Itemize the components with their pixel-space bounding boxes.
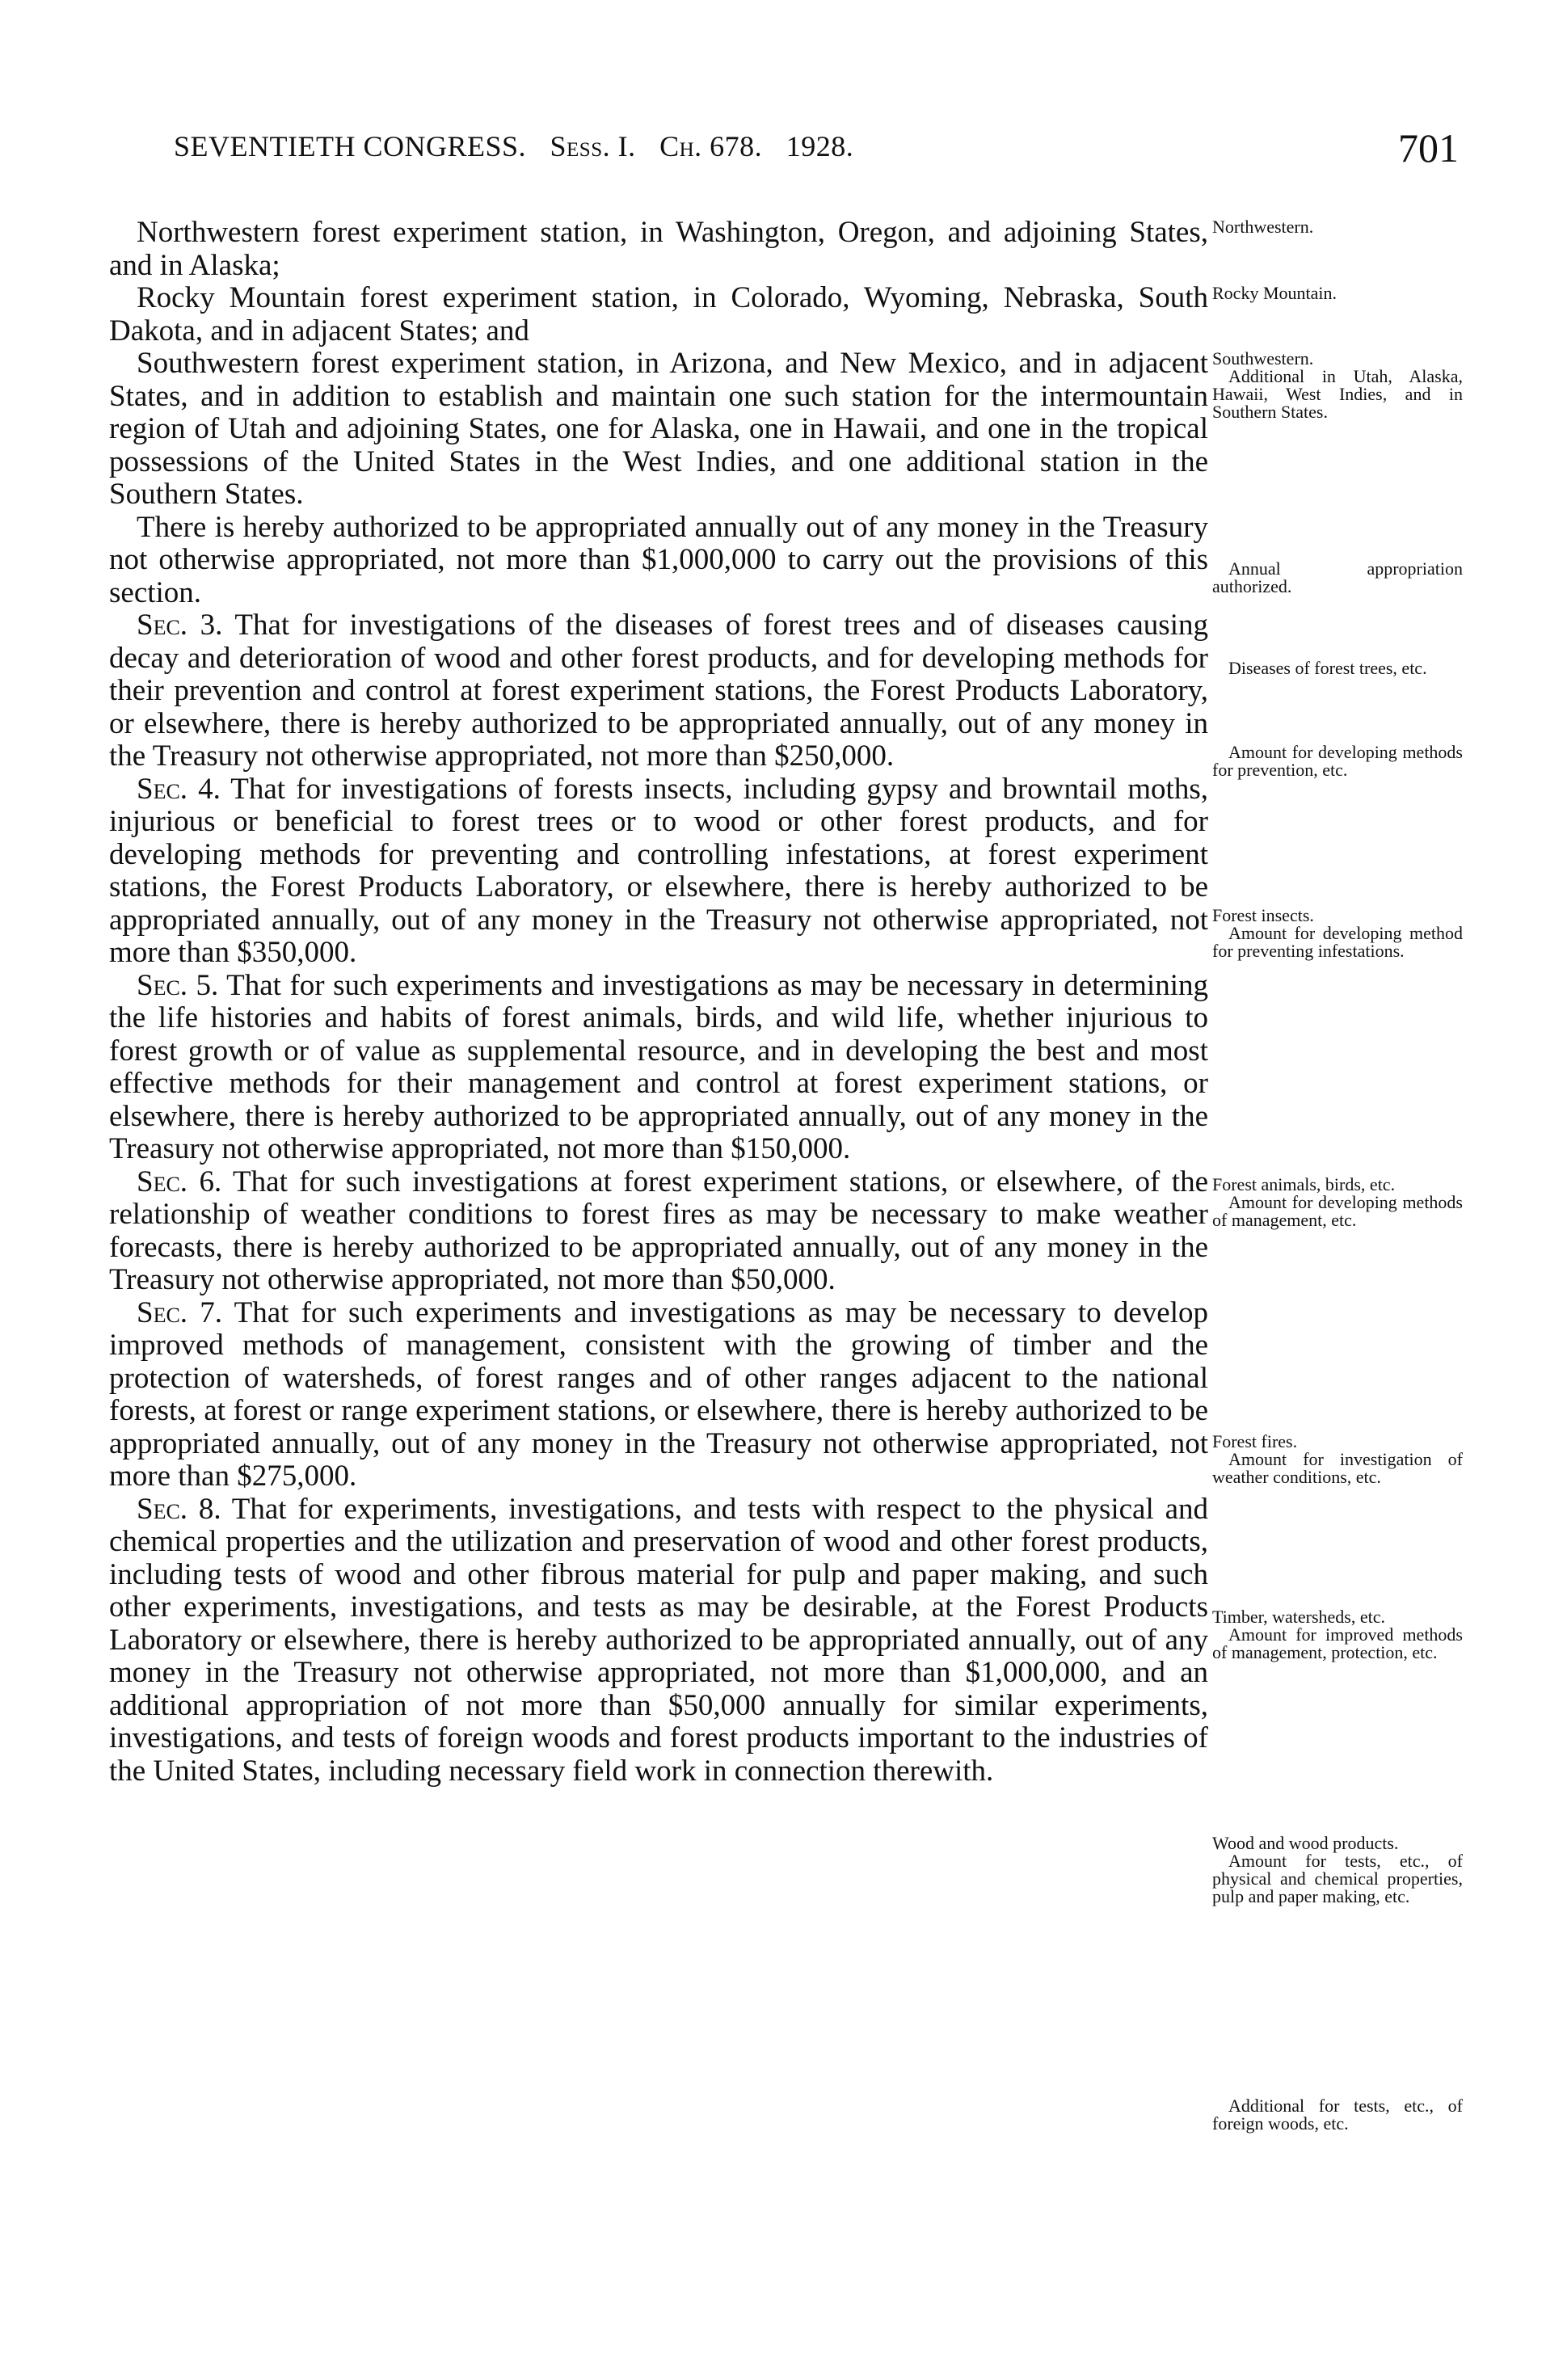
margin-note-head: Southwestern. xyxy=(1212,348,1314,369)
page-number: 701 xyxy=(1398,125,1459,171)
chapter-label: Ch. 678. xyxy=(659,130,763,162)
section-label: Sec. 8. xyxy=(137,1492,221,1526)
session-label: Sess. I. xyxy=(550,130,636,162)
paragraph-text: That for investigations of forests insects, including gypsy and browntail moths, injurious or beneficial to forest trees or to wood or other forest products, and for developing methods for preventing and controlling infestations, at forest experiment stations, the Forest Products Laboratory, or elsewhere, there is hereby authorized to be appropriated annually, out of any money in the Treasury not otherwise appropriated, not more than $350,000. xyxy=(109,772,1208,969)
section-label: Sec. 4. xyxy=(137,772,221,806)
paragraph-text: There is hereby authorized to be appropriated annually out of any money in the Treasury not otherwise appropriated, not more than $1,000,000 to carry out the provisions of this section. xyxy=(109,510,1208,609)
margin-note xyxy=(1212,1433,1463,1486)
paragraph-sec-8 xyxy=(109,1493,1208,1788)
paragraph-northwestern xyxy=(109,217,1208,282)
margin-note xyxy=(1212,907,1463,960)
paragraph-text: That for investigations of the diseases of forest trees and of diseases causing decay and deterioration of wood and other forest products, and for developing methods for their prevention and control at forest experiment stations, the Forest Products Laboratory, or elsewhere, there is hereby authorized to be appropriated annually, out of any money in the Treasury not otherwise appropriated, not more than $250,000. xyxy=(109,609,1208,773)
margin-note-sub: Additional in Utah, Alaska, Hawaii, West Indies, and in Southern States. xyxy=(1212,366,1463,422)
margin-note xyxy=(1212,1608,1463,1662)
margin-note-sub: Amount for investigation of weather conditions, etc. xyxy=(1212,1449,1463,1487)
paragraph-southwestern xyxy=(109,348,1208,512)
paragraph-sec-3 xyxy=(109,609,1208,773)
margin-note xyxy=(1212,560,1463,596)
margin-note xyxy=(1212,284,1463,302)
margin-note xyxy=(1212,350,1463,421)
paragraph-sec-4 xyxy=(109,773,1208,970)
running-head-title xyxy=(174,129,853,163)
congress-name: SEVENTIETH CONGRESS. xyxy=(174,130,527,162)
margin-note-sub: Annual appropriation authorized. xyxy=(1212,558,1463,596)
margin-note-sub: Amount for improved methods of management, protection, etc. xyxy=(1212,1624,1463,1662)
margin-note xyxy=(1212,659,1463,677)
paragraph-text: Northwestern forest experiment station, in Washington, Oregon, and adjoining States, and in Alaska; xyxy=(109,216,1208,282)
paragraph-text: That for such experiments and investigations as may be necessary in determining the life histories and habits of forest animals, birds, and wild life, whether injurious to forest growth or of value as supplemental resource, and in developing the best and most effective methods for their management and control at forest experiment stations, or elsewhere, there is hereby authorized to be appropriated annually, out of any money in the Treasury not otherwise appropriated, not more than $150,000. xyxy=(109,968,1208,1165)
paragraph-text: Rocky Mountain forest experiment station, in Colorado, Wyoming, Nebraska, South Dakota, and in adjacent States; and xyxy=(109,281,1208,348)
paragraph-annual-appropriation xyxy=(109,512,1208,610)
margin-note-head: Forest animals, birds, etc. xyxy=(1212,1174,1396,1194)
margin-note-sub: Diseases of forest trees, etc. xyxy=(1228,658,1427,678)
paragraph-text: That for such investigations at forest experiment stations, or elsewhere, of the relationship of weather conditions to forest fires as may be necessary to make weather forecasts, there is hereby authorized to be appropriated annually, out of any money in the Treasury not otherwise appropriated, not more than $50,000. xyxy=(109,1165,1209,1296)
margin-note-sub: Amount for developing methods of management, etc. xyxy=(1212,1192,1463,1230)
margin-note xyxy=(1212,1834,1463,1906)
paragraph-text: That for such experiments and investigations as may be necessary to develop improved methods of management, consistent with the growing of timber and the protection of watersheds, of forest ranges and of other ranges adjacent to the national forests, at forest or range experiment stations, or elsewhere, there is hereby authorized to be appropriated annually, out of any money in the Treasury not otherwise appropriated, not more than $275,000. xyxy=(109,1295,1208,1493)
paragraph-text: That for experiments, investigations, and tests with respect to the physical and chemical properties and the utilization and preservation of wood and other forest products, including tests of wood and other fibrous material for pulp and paper making, and such other experiments, investigations, and tests as may be desirable, at the Forest Products Laboratory or elsewhere, there is hereby authorized to be appropriated annually, out of any money in the Treasury not otherwise appropriated, not more than $1,000,000, and an additional appropriation of not more than $50,000 annually for similar experiments, investigations, and tests of foreign woods and forest products important to the industries of the United States, including necessary field work in connection therewith. xyxy=(109,1492,1208,1788)
section-label: Sec. 7. xyxy=(137,1295,223,1329)
body-text xyxy=(109,217,1208,1788)
paragraph-rocky-mountain xyxy=(109,282,1208,348)
margin-note-head: Timber, watersheds, etc. xyxy=(1212,1607,1385,1627)
margin-note-sub: Additional for tests, etc., of foreign woods, etc. xyxy=(1212,2096,1463,2134)
margin-note-head: Rocky Mountain. xyxy=(1212,283,1337,303)
paragraph-sec-6 xyxy=(109,1166,1208,1297)
section-label: Sec. 3. xyxy=(137,609,223,642)
margin-note-sub: Amount for tests, etc., of physical and chemical properties, pulp and paper making, etc. xyxy=(1212,1851,1463,1906)
margin-note xyxy=(1212,1176,1463,1229)
margin-note-head: Wood and wood products. xyxy=(1212,1833,1399,1853)
paragraph-sec-7 xyxy=(109,1297,1208,1493)
margin-note-sub: Amount for developing methods for prevention, etc. xyxy=(1212,742,1463,780)
running-header xyxy=(174,125,1459,186)
section-label: Sec. 6. xyxy=(137,1165,222,1198)
section-label: Sec. 5. xyxy=(137,968,219,1002)
margin-note-sub: Amount for developing method for preventing infestations. xyxy=(1212,923,1463,961)
margin-note-head: Forest insects. xyxy=(1212,905,1314,925)
paragraph-text: Southwestern forest experiment station, in Arizona, and New Mexico, and in adjacent States, and in addition to establish and maintain one such station for the intermountain region of Utah and adjoining States, one for Alaska, one in Hawaii, and one in the tropical possessions of the United States in the West Indies, and one additional station in the Southern States. xyxy=(109,347,1208,511)
margin-note-head: Forest fires. xyxy=(1212,1431,1298,1451)
margin-note xyxy=(1212,743,1463,779)
margin-note xyxy=(1212,2097,1463,2133)
margin-note-head: Northwestern. xyxy=(1212,217,1314,237)
year-label: 1928. xyxy=(786,130,854,162)
margin-note xyxy=(1212,218,1463,236)
paragraph-sec-5 xyxy=(109,970,1208,1166)
